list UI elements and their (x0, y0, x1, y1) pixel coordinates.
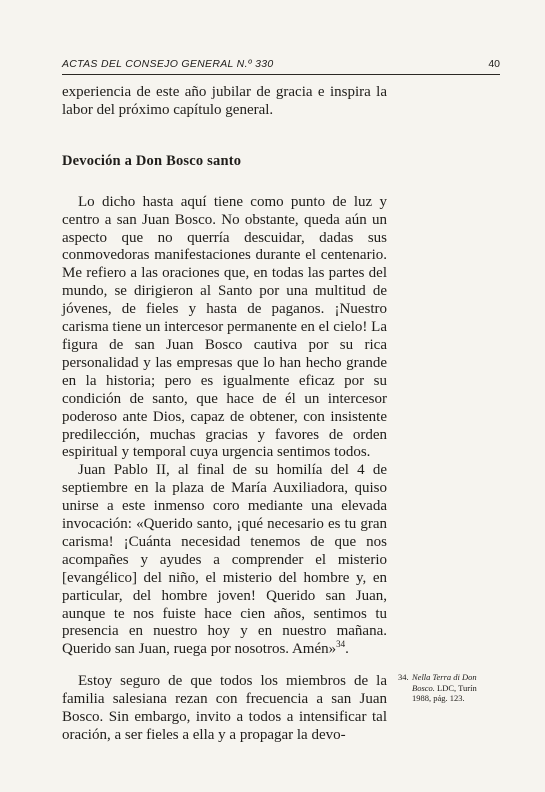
footnote-ref-34: 34 (336, 639, 346, 650)
running-title: ACTAS DEL CONSEJO GENERAL N.º 330 (62, 58, 274, 70)
footnote-number: 34. (398, 672, 409, 682)
running-header (62, 58, 500, 74)
footnote-title: Nella Terra di Don Bosco. (412, 672, 477, 693)
footnote-34 (398, 672, 488, 704)
main-text-column (62, 84, 387, 745)
paragraph-2-end: . (345, 641, 349, 658)
footnote-text (412, 672, 488, 704)
footnote-details: LDC, Turín 1988, pág. 123. (412, 682, 477, 703)
opening-paragraph: experiencia de este año jubilar de gracia e inspira la labor del próximo capítulo general. (62, 84, 387, 118)
paragraph-2-text: Juan Pablo II, al final de su homilía del 4 de septiembre en la plaza de María Auxiliadora, quiso unirse a este inmenso coro mediante una elevada invocación: «Querido santo, ¡qué necesario es tu gran carisma! ¡Cuánta necesidad tenemos de que nos acompañes y ayudes a comprender el misterio [evangélico] del niño, el misterio del hombre y, en particular, del hombre joven! Querido san Juan, aunque te nos fuiste hace cien años, sentimos tu presencia en nuestro hoy y en nuestro mañana. Querido san Juan, ruega por nosotros. Amén» (62, 462, 387, 658)
paragraph-2 (62, 462, 387, 659)
header-rule (62, 74, 500, 75)
section-heading: Devoción a Don Bosco santo (62, 152, 242, 169)
paragraph-1: Lo dicho hasta aquí tiene como punto de luz y centro a san Juan Bosco. No obstante, queda aún un aspecto que no querría descuidar, dadas sus conmovedoras manifestaciones durante el centenario. Me refiero a las oraciones que, en todas las partes del mundo, se dirigieron al Santo por una multitud de jóvenes, de fieles y hasta de paganos. ¡Nuestro carisma tiene un intercesor permanente en el cielo! La figura de san Juan Bosco cautiva por su rica personalidad y las empresas que lo han hecho grande en la historia; pero es igualmente eficaz por su condición de santo, que hace de él un intercesor poderoso ante Dios, capaz de obtener, con insistente predilección, muchas gracias y favores de orden espiritual y temporal cuya urgencia sentimos todos. (62, 193, 387, 461)
paragraph-3: Estoy seguro de que todos los miembros de la familia salesiana rezan con frecuencia a san Juan Bosco. Sin embargo, invito a todos a intensificar tal oración, a ser fieles a ella y a propagar la devo- (62, 673, 387, 743)
page-number: 40 (488, 58, 500, 70)
